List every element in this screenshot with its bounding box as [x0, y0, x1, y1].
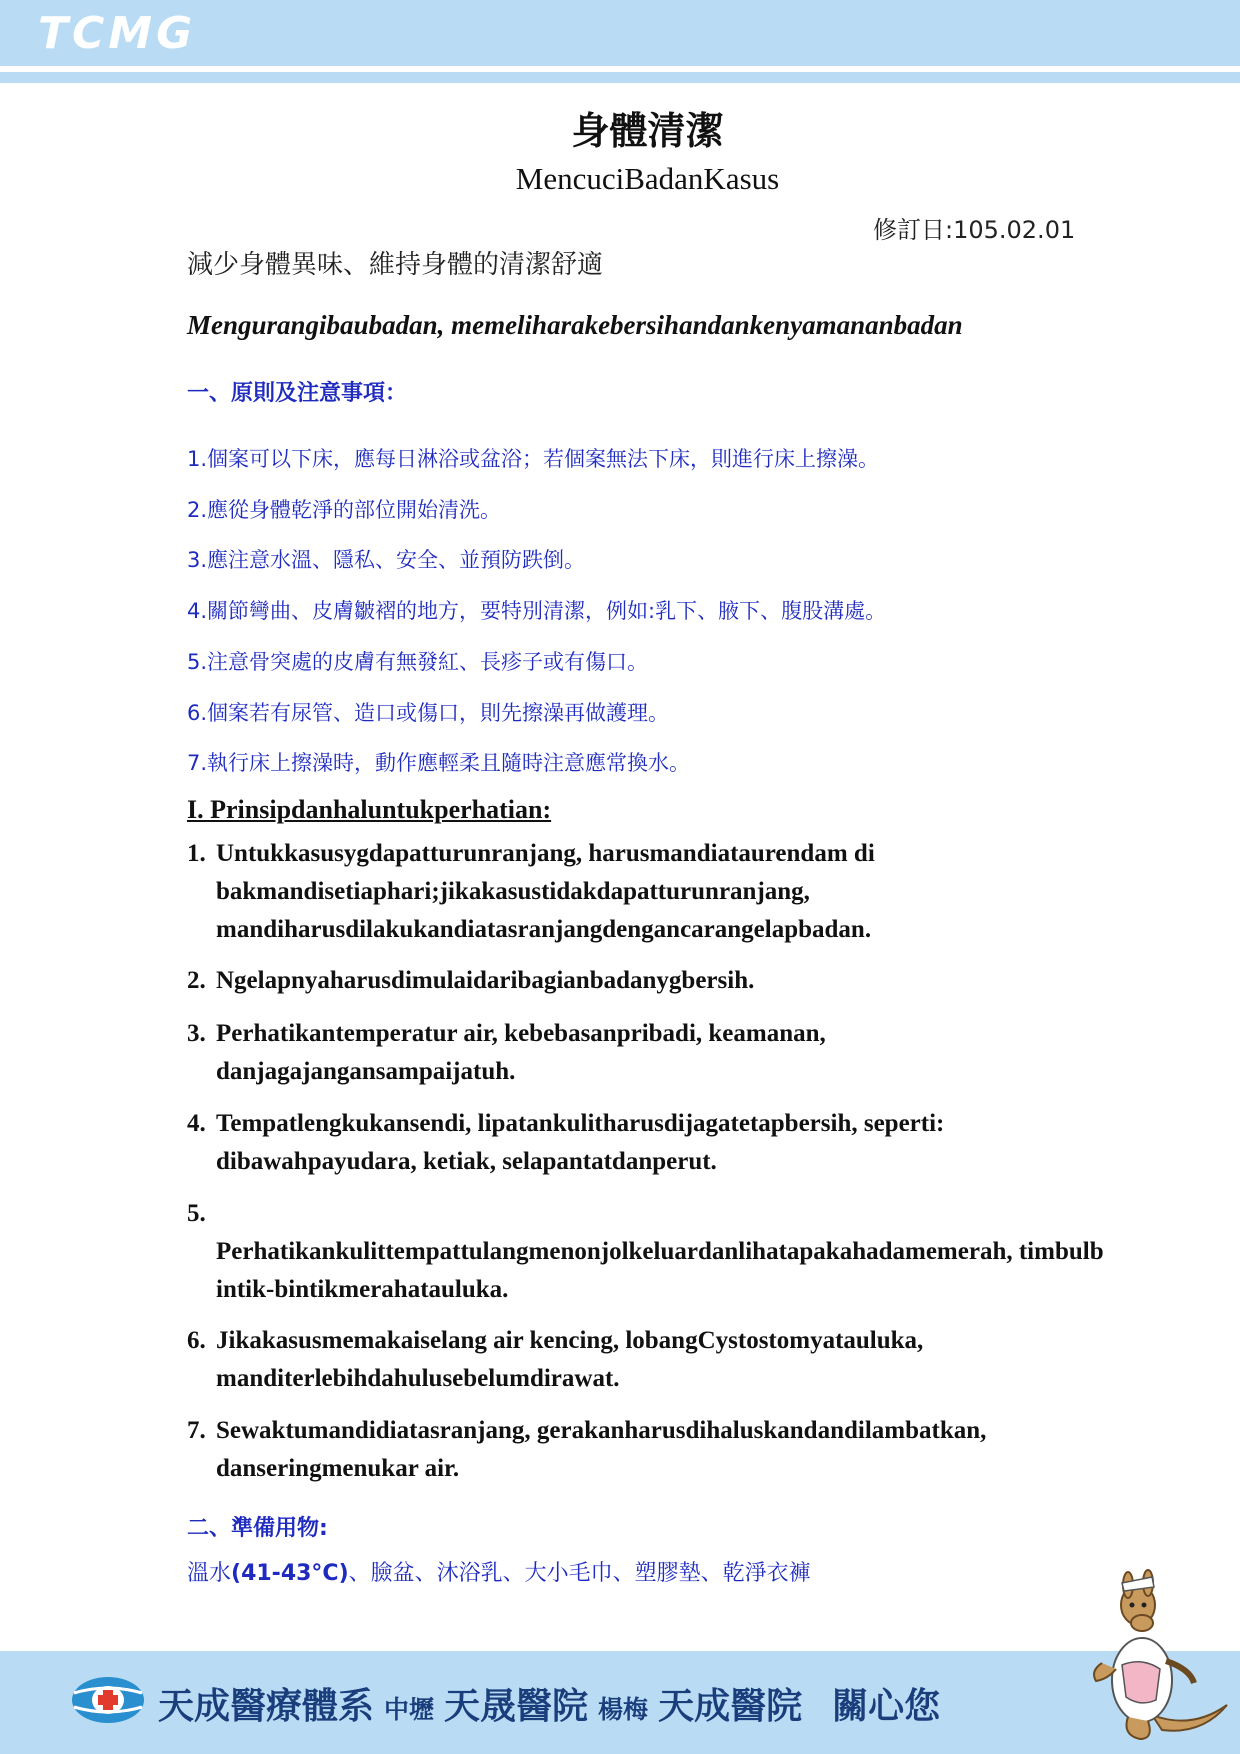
footer-hospital-1: 天晟醫院 — [444, 1686, 589, 1727]
principle-item-id — [187, 1195, 1107, 1309]
item-number: 5. — [187, 1200, 206, 1227]
principle-item-zh: 7.執行床上擦澡時，動作應輕柔且隨時注意應常換水。 — [187, 751, 691, 775]
purpose-chinese: 減少身體異味、維持身體的清潔舒適 — [187, 250, 604, 280]
principle-item-zh: 3.應注意水溫、隱私、安全、並預防跌倒。 — [187, 548, 586, 572]
footer-location-2: 楊梅 — [598, 1695, 649, 1724]
kangaroo-nurse-mascot-icon — [1082, 1565, 1232, 1745]
footer-hospital-names — [158, 1678, 940, 1729]
supplies-list — [187, 1556, 811, 1587]
revision-date: 修訂日:105.02.01 — [873, 216, 1076, 244]
section2-heading-zh: 二、準備用物: — [187, 1516, 328, 1541]
header-divider — [0, 72, 1240, 83]
principle-item-zh: 1.個案可以下床，應每日淋浴或盆浴；若個案無法下床，則進行床上擦澡。 — [187, 447, 880, 471]
item-text: Jikakasusmemakaiselang air kencing, lobangCystostomyatauluka, manditerlebihdahulusebelumdirawat. — [216, 1327, 924, 1392]
principle-item-id — [187, 1015, 1107, 1091]
item-text: Perhatikantemperatur air, kebebasanpribadi, keamanan, danjagajangansampaijatuh. — [216, 1020, 826, 1085]
principle-item-id — [187, 1322, 1107, 1398]
item-number: 7. — [187, 1417, 206, 1444]
principle-item-id — [187, 962, 1107, 1000]
principle-item-zh: 5.注意骨突處的皮膚有無發紅、長疹子或有傷口。 — [187, 650, 649, 674]
page-subtitle: MencuciBadanKasus — [515, 161, 780, 196]
item-text: Ngelapnyaharusdimulaidaribagianbadanygbersih. — [216, 967, 755, 994]
principle-item-id — [187, 835, 1107, 949]
item-number: 3. — [187, 1020, 206, 1047]
supplies-prefix: 溫水 — [187, 1561, 232, 1586]
item-number: 4. — [187, 1110, 206, 1137]
item-text: Sewaktumandidiatasranjang, gerakanharusdihaluskandandilambatkan, danseringmenukar air. — [216, 1417, 987, 1482]
supplies-rest: 、臉盆、沐浴乳、大小毛巾、塑膠墊、乾淨衣褲 — [348, 1561, 811, 1586]
footer-hospital-2: 天成醫院 — [658, 1686, 803, 1727]
section1-heading-zh: 一、原則及注意事項： — [187, 381, 408, 406]
principle-item-id — [187, 1412, 1107, 1488]
footer-tagline: 關心您 — [832, 1686, 941, 1727]
hospital-logo-icon — [70, 1675, 146, 1725]
item-text: Untukkasusygdapatturunranjang, harusmandiataurendam di bakmandisetiaphari;jikakasustidakdapatturunranjang, mandiharusdilakukandiatasranjangdengancarangelapbadan. — [216, 840, 875, 943]
section1-heading-id: I. Prinsipdanhaluntukperhatian: — [187, 795, 552, 824]
item-number: 2. — [187, 967, 206, 994]
item-number: 1. — [187, 840, 206, 867]
principle-item-zh: 4.關節彎曲、皮膚皺褶的地方，要特別清潔，例如:乳下、腋下、腹股溝處。 — [187, 599, 887, 623]
brand-logo: TCMG — [38, 8, 197, 59]
item-text: Tempatlengkukansendi, lipatankulitharusdijagatetapbersih, seperti: dibawahpayudara, ketiak, selapantatdanperut. — [216, 1110, 945, 1175]
footer-location-1: 中壢 — [384, 1695, 435, 1724]
footer-system-name: 天成醫療體系 — [158, 1686, 375, 1727]
principle-item-zh: 2.應從身體乾淨的部位開始清洗。 — [187, 498, 502, 522]
purpose-indonesian: Mengurangibaubadan, memeliharakebersihandankenyamananbadan — [187, 310, 963, 340]
item-number: 6. — [187, 1327, 206, 1354]
principle-item-id — [187, 1105, 1107, 1181]
supplies-temperature: (41-43°C) — [231, 1561, 349, 1586]
page-title: 身體清潔 — [571, 109, 724, 153]
item-text: Perhatikankulittempattulangmenonjolkeluardanlihatapakahadamemerah, timbulbintik-bintikmerahatauluka. — [216, 1238, 1104, 1303]
principle-item-zh: 6.個案若有尿管、造口或傷口，則先擦澡再做護理。 — [187, 701, 670, 725]
